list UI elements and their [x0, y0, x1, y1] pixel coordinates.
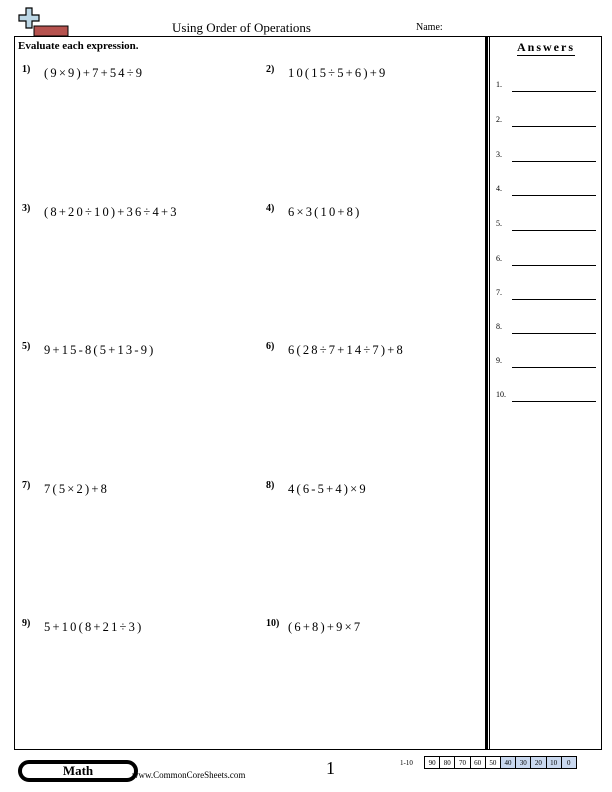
- math-logo-icon: [18, 6, 70, 38]
- problem-number: 3): [22, 203, 31, 214]
- problem-expression: 9+15-8(5+13-9): [44, 343, 156, 357]
- problem-number: 6): [266, 341, 275, 352]
- answer-field-4[interactable]: 4.: [496, 184, 596, 196]
- answer-field-8[interactable]: 8.: [496, 322, 596, 334]
- page-number: 1: [326, 758, 335, 778]
- answer-divider: [485, 36, 488, 750]
- answer-field-9[interactable]: 9.: [496, 356, 596, 368]
- problem-number: 7): [22, 480, 31, 491]
- problem-number: 10): [266, 618, 280, 629]
- worksheet-title: Using Order of Operations: [172, 20, 311, 35]
- problem-expression: 6(28÷7+14÷7)+8: [288, 343, 405, 357]
- problem-expression: 4(6-5+4)×9: [288, 482, 368, 496]
- score-cell: 20: [531, 757, 546, 769]
- problem-number: 8): [266, 480, 275, 491]
- website-link[interactable]: www.CommonCoreSheets.com: [132, 770, 246, 780]
- score-cell: 60: [470, 757, 485, 769]
- problem-expression: 7(5×2)+8: [44, 482, 110, 496]
- answer-field-2[interactable]: 2.: [496, 115, 596, 127]
- answers-heading: Answers: [517, 40, 575, 54]
- problem-expression: (8+20÷10)+36÷4+3: [44, 205, 179, 219]
- problem-expression: 5+10(8+21÷3): [44, 620, 144, 634]
- answer-field-1[interactable]: 1.: [496, 80, 596, 92]
- score-cell: 80: [440, 757, 455, 769]
- score-range-label: 1-10: [400, 759, 413, 767]
- math-badge-label: Math: [22, 764, 134, 778]
- problem-expression: 10(15÷5+6)+9: [288, 66, 388, 80]
- problem-number: 1): [22, 64, 31, 75]
- score-table: [424, 756, 577, 769]
- problem-expression: (9×9)+7+54÷9: [44, 66, 145, 80]
- problem-expression: 6×3(10+8): [288, 205, 362, 219]
- answer-divider-thin: [489, 36, 490, 750]
- score-cell: 30: [516, 757, 531, 769]
- problem-expression: (6+8)+9×7: [288, 620, 363, 634]
- score-cell: 10: [546, 757, 561, 769]
- problem-number: 2): [266, 64, 275, 75]
- problem-number: 4): [266, 203, 275, 214]
- footer: [14, 756, 602, 784]
- answer-field-5[interactable]: 5.: [496, 219, 596, 231]
- score-cell: 40: [500, 757, 515, 769]
- answer-field-6[interactable]: 6.: [496, 254, 596, 266]
- problem-number: 5): [22, 341, 31, 352]
- math-badge: [18, 760, 138, 782]
- score-cell: 50: [485, 757, 500, 769]
- answer-field-3[interactable]: 3.: [496, 150, 596, 162]
- instructions: Evaluate each expression.: [18, 40, 139, 52]
- score-cell: 70: [455, 757, 470, 769]
- score-cell: 90: [425, 757, 440, 769]
- name-label: Name:: [416, 22, 443, 33]
- answer-field-10[interactable]: 10.: [496, 390, 596, 402]
- score-cell: 0: [561, 757, 576, 769]
- answer-field-7[interactable]: 7.: [496, 288, 596, 300]
- problem-number: 9): [22, 618, 31, 629]
